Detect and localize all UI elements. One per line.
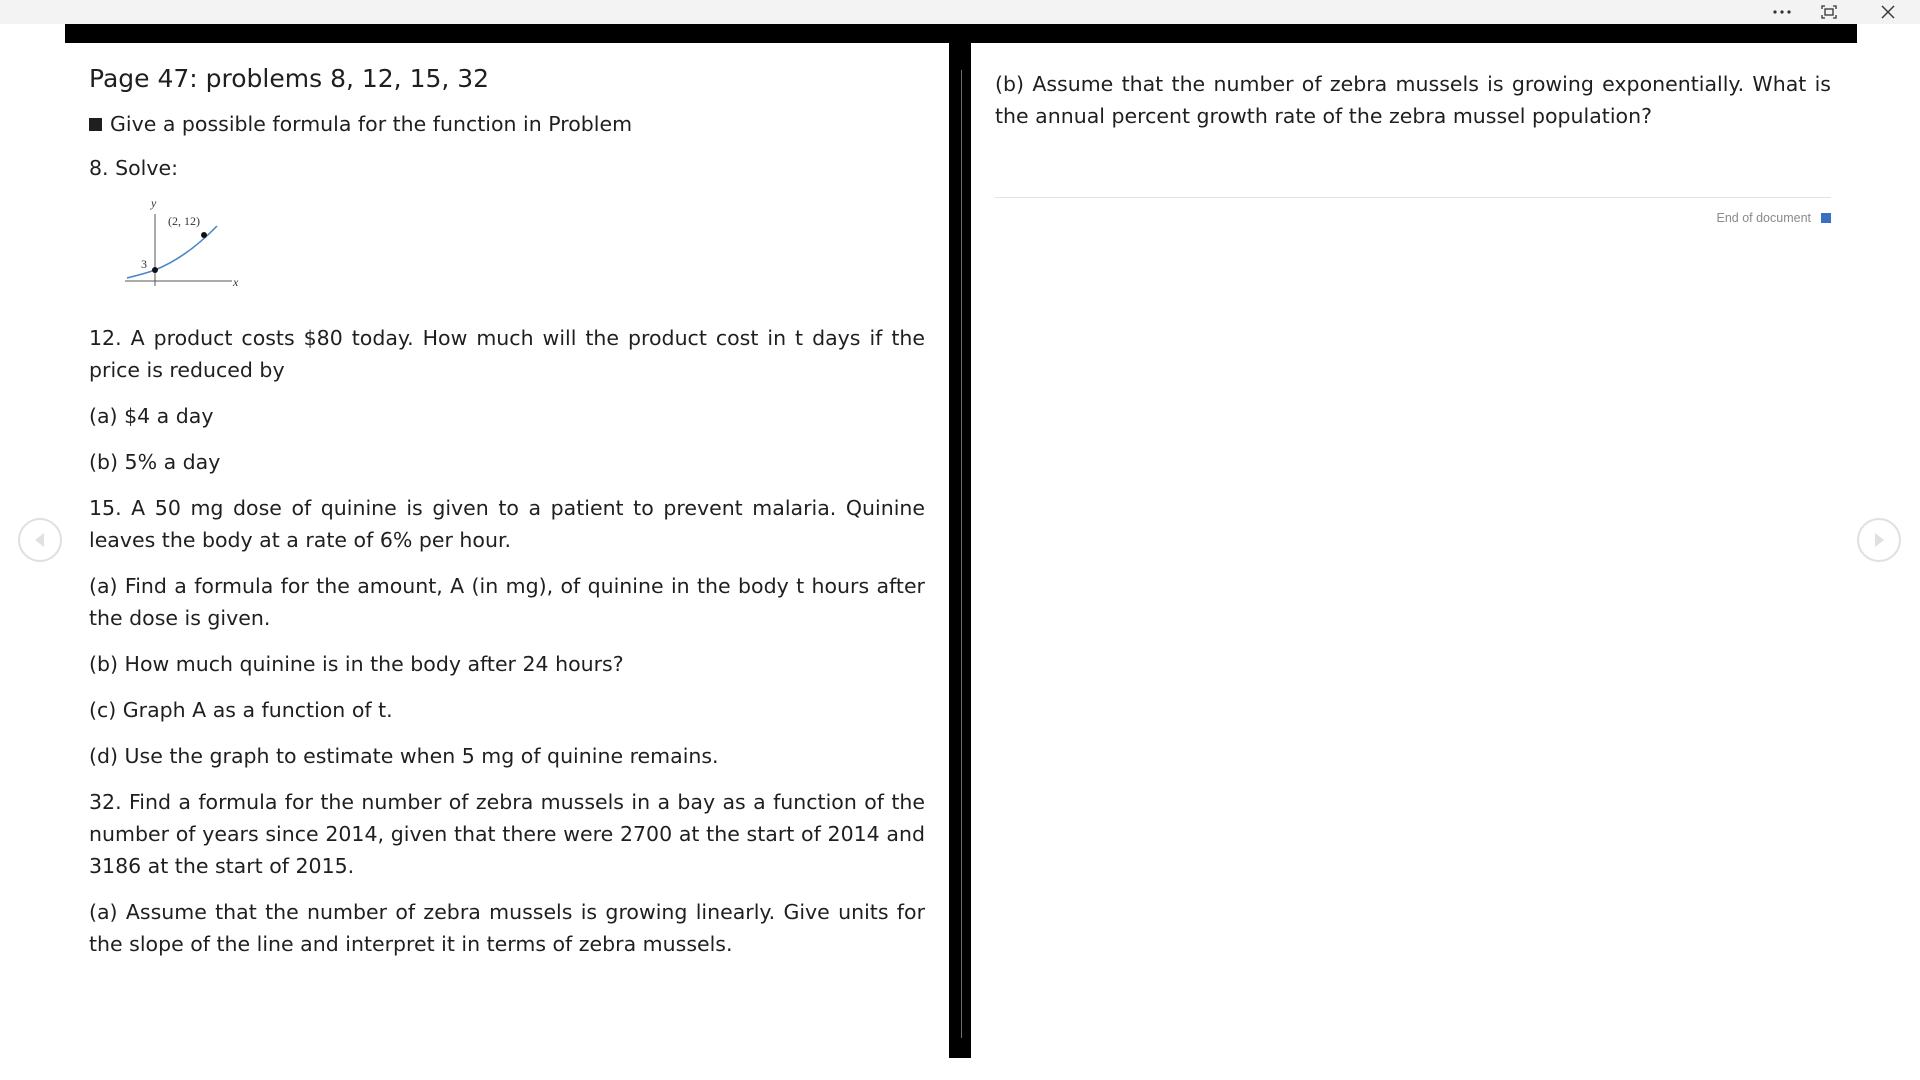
graph-figure <box>117 194 277 304</box>
intercept-label: 3 <box>141 257 147 271</box>
problem-32: 32. Find a formula for the number of zebra mussels in a bay as a function of the number of years since 2014, given that there were 2700 at the start of 2014 and 3186 at the start of 2015. <box>89 790 925 878</box>
problem-15b: (b) How much quinine is in the body after 24 hours? <box>89 652 624 676</box>
left-page <box>89 64 925 974</box>
title-bar <box>0 0 1920 24</box>
chevron-left-icon <box>33 532 47 548</box>
close-button[interactable] <box>1868 0 1908 24</box>
end-of-document-label: End of document <box>1716 211 1811 225</box>
problem-15d: (d) Use the graph to estimate when 5 mg of quinine remains. <box>89 744 719 768</box>
problem-32a: (a) Assume that the number of zebra mussels is growing linearly. Give units for the slope of the line and interpret it in terms of zebra mussels. <box>89 900 925 956</box>
problem-12a: (a) $4 a day <box>89 404 214 428</box>
problem-12: 12. A product costs $80 today. How much will the product cost in t days if the price is reduced by <box>89 326 925 382</box>
chevron-right-icon <box>1872 532 1886 548</box>
book-spine <box>949 43 971 1058</box>
close-icon <box>1881 5 1895 19</box>
bullet-paragraph <box>89 108 925 140</box>
focus-mode-icon <box>1821 5 1837 19</box>
intercept-point <box>152 267 158 273</box>
spine-divider <box>961 70 962 1038</box>
end-divider <box>995 197 1831 198</box>
end-of-document <box>1620 211 1831 225</box>
ellipsis-icon <box>1772 9 1792 15</box>
next-page-button[interactable] <box>1857 518 1901 562</box>
x-axis-label: x <box>233 275 239 289</box>
previous-page-button[interactable] <box>18 518 62 562</box>
problem-15c: (c) Graph A as a function of t. <box>89 698 393 722</box>
book-top-border <box>65 24 1857 43</box>
point-label: (2, 12) <box>168 214 200 228</box>
problem-8-figure <box>117 194 277 304</box>
end-marker-icon <box>1821 213 1831 223</box>
problem-32b: (b) Assume that the number of zebra mussels is growing exponentially. What is the annual percent growth rate of the zebra mussel population? <box>995 72 1831 128</box>
page-heading: Page 47: problems 8, 12, 15, 32 <box>89 64 490 93</box>
problem-15: 15. A 50 mg dose of quinine is given to a patient to prevent malaria. Quinine leaves the body at a rate of 6% per hour. <box>89 496 925 552</box>
y-axis-label: y <box>151 196 157 210</box>
problem-15a: (a) Find a formula for the amount, A (in mg), of quinine in the body t hours after the dose is given. <box>89 574 925 630</box>
problem-12b: (b) 5% a day <box>89 450 221 474</box>
bullet-square-icon <box>89 118 102 131</box>
bullet-text: Give a possible formula for the function in Problem <box>110 112 633 136</box>
more-options-button[interactable] <box>1762 0 1802 24</box>
right-page <box>995 68 1831 132</box>
point-2-12 <box>201 232 207 238</box>
focus-mode-button[interactable] <box>1809 0 1849 24</box>
problem-8: 8. Solve: <box>89 156 178 180</box>
